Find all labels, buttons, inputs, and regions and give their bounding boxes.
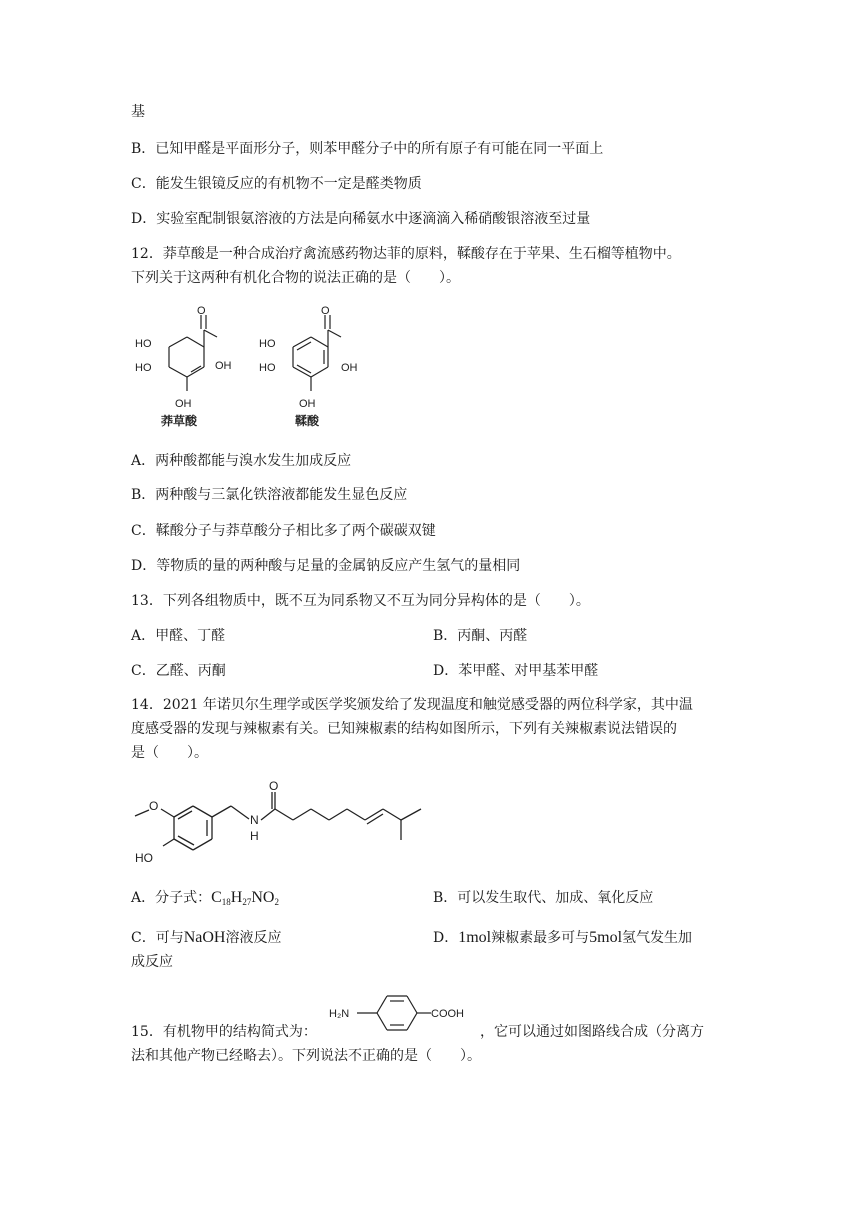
formula-h: H xyxy=(230,889,243,906)
option-c-prefix: C．可与 xyxy=(131,930,184,946)
option-d-line: D．等物质的量的两种酸与足量的金属钠反应产生氢气的量相同 xyxy=(131,558,521,574)
ho-label: HO xyxy=(135,362,152,374)
carbonyl-o-label: O xyxy=(321,305,330,317)
option-d-prefix: D． xyxy=(433,930,459,946)
acid-oh-label: OH xyxy=(341,362,358,374)
formula-no: NO xyxy=(251,889,275,906)
question-15-stem-2: 法和其他产物已经略去）。下列说法不正确的是（ ）。 xyxy=(131,1048,481,1064)
option-a-line: A．两种酸都能与溴水发生加成反应 xyxy=(131,453,352,469)
gallic-caption: 鞣酸 xyxy=(295,414,320,428)
question-12-stem-2: 下列关于这两种有机化合物的说法正确的是（ ）。 xyxy=(131,270,460,286)
formula-sub: 18 xyxy=(221,897,231,907)
option-d-line: D．苯甲醛、对甲基苯甲醛 xyxy=(433,663,599,679)
methoxy-o-label: O xyxy=(149,799,159,813)
option-d-line xyxy=(433,928,692,948)
option-b-line: B．已知甲醛是平面形分子，则苯甲醛分子中的所有原子有可能在同一平面上 xyxy=(131,141,604,157)
text-line: 基 xyxy=(131,104,145,120)
question-15-stem-cont: ，它可以通过如图路线合成（分离方 xyxy=(480,1024,704,1040)
option-c-line xyxy=(131,928,281,948)
ho-label: HO xyxy=(259,362,276,374)
oh-label: OH xyxy=(299,398,316,410)
amino-label: H₂N xyxy=(329,1008,350,1020)
hydroxyl-label: HO xyxy=(135,851,153,865)
carbonyl-o-label: O xyxy=(269,779,279,793)
option-b-line: B．可以发生取代、加成、氧化反应 xyxy=(433,890,654,906)
naoh-formula: NaOH xyxy=(183,929,226,946)
molecular-formula xyxy=(211,889,279,906)
formula-sub: 27 xyxy=(242,897,252,907)
question-15-stem: 15．有机物甲的结构简式为： xyxy=(131,1024,317,1040)
amide-n-label: N xyxy=(250,813,259,827)
shikimic-caption: 莽草酸 xyxy=(161,414,198,428)
option-c-line: C．能发生银镜反应的有机物不一定是醛类物质 xyxy=(131,176,422,192)
aminobenzoic-acid-structure xyxy=(327,988,477,1048)
option-c-suffix: 溶液反应 xyxy=(225,930,282,946)
option-b-line: B．两种酸与三氯化铁溶液都能发生显色反应 xyxy=(131,487,408,503)
formula-c: C xyxy=(211,889,222,906)
option-b-line: B．丙酮、丙醛 xyxy=(433,628,528,644)
option-d-line: D．实验室配制银氨溶液的方法是向稀氨水中逐滴滴入稀硝酸银溶液至过量 xyxy=(131,211,591,227)
option-d-mid: 辣椒素最多可与 xyxy=(491,930,590,946)
question-13-stem: 13．下列各组物质中，既不互为同系物又不互为同分异构体的是（ ）。 xyxy=(131,593,590,609)
carboxyl-label: COOH xyxy=(431,1008,464,1020)
amide-h-label: H xyxy=(250,829,259,843)
formula-sub: 2 xyxy=(274,897,279,907)
gallic-acid-structure xyxy=(255,305,365,430)
option-a-prefix: A．分子式： xyxy=(131,890,212,906)
option-d-suffix: 氢气发生加 xyxy=(622,930,693,946)
carbonyl-o-label: O xyxy=(197,305,206,317)
option-c-line: C．乙醛、丙酮 xyxy=(131,663,226,679)
capsaicin-structure xyxy=(131,772,451,872)
shikimic-acid-structure xyxy=(131,305,241,430)
question-14-stem: 14．2021 年诺贝尔生理学或医学奖颁发给了发现温度和触觉感受器的两位科学家，其中温 xyxy=(131,697,693,713)
question-14-stem-3: 是（ ）。 xyxy=(131,745,208,761)
quantity-1mol: 1mol xyxy=(458,929,492,946)
option-d-continuation: 成反应 xyxy=(131,954,173,970)
quantity-5mol: 5mol xyxy=(589,929,623,946)
question-14-stem-2: 度感受器的发现与辣椒素有关。已知辣椒素的结构如图所示，下列有关辣椒素说法错误的 xyxy=(131,721,677,737)
acid-oh-label: OH xyxy=(215,360,232,372)
option-c-line: C．鞣酸分子与莽草酸分子相比多了两个碳碳双键 xyxy=(131,523,436,539)
option-a-line xyxy=(131,888,279,912)
question-12-stem: 12．莽草酸是一种合成治疗禽流感药物达菲的原料，鞣酸存在于苹果、生石榴等植物中。 xyxy=(131,246,681,262)
oh-label: OH xyxy=(175,398,192,410)
ho-label: HO xyxy=(259,338,276,350)
option-a-line: A．甲醛、丁醛 xyxy=(131,628,226,644)
ho-label: HO xyxy=(135,338,152,350)
